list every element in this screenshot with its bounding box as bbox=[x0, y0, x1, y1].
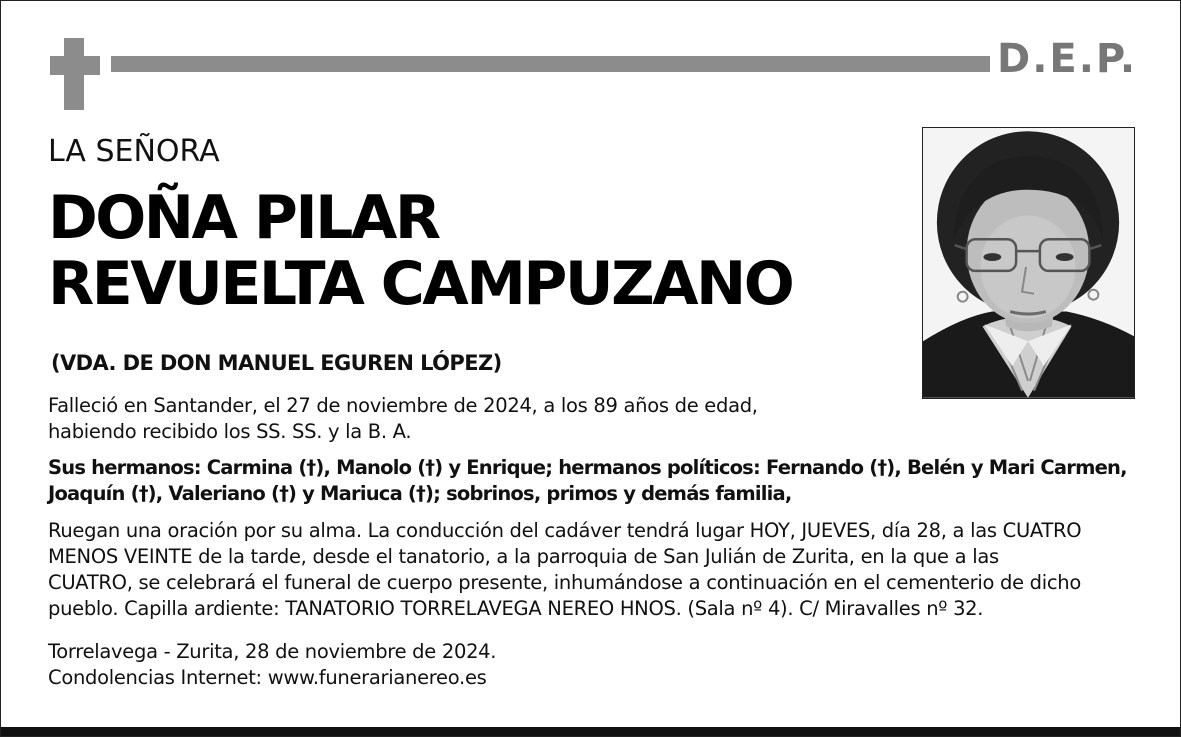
funeral-line3: CUATRO, se celebrará el funeral de cuerpo presente, inhumándose a continuación en el cementerio de dicho bbox=[48, 571, 1081, 594]
deceased-name-line2: REVUELTA CAMPUZANO bbox=[48, 249, 793, 319]
widow-note: (VDA. DE DON MANUEL EGUREN LÓPEZ) bbox=[51, 351, 502, 375]
dep-label: D.E.P. bbox=[997, 36, 1138, 82]
funeral-details bbox=[48, 518, 1081, 622]
deceased-name-line1: DOÑA PILAR bbox=[48, 183, 439, 253]
bottom-bar bbox=[1, 727, 1180, 736]
death-notice-line1: Falleció en Santander, el 27 de noviembre de 2024, a los 89 años de edad, bbox=[48, 394, 758, 417]
family-line2: Joaquín (†), Valeriano (†) y Mariuca (†); sobrinos, primos y demás familia, bbox=[48, 482, 792, 505]
condolences-link[interactable]: Condolencias Internet: www.funerarianereo.es bbox=[48, 666, 487, 689]
place-date: Torrelavega - Zurita, 28 de noviembre de 2024. bbox=[48, 640, 497, 663]
death-notice-line2: habiendo recibido los SS. SS. y la B. A. bbox=[48, 420, 412, 443]
death-notice bbox=[48, 393, 758, 445]
funeral-line2: MENOS VEINTE de la tarde, desde el tanatorio, a la parroquia de San Julián de Zurita, en la que a las bbox=[48, 545, 999, 568]
funeral-line4: pueblo. Capilla ardiente: TANATORIO TORRELAVEGA NEREO HNOS. (Sala nº 4). C/ Miravalles nº 32. bbox=[48, 597, 984, 620]
family-list bbox=[48, 455, 1127, 507]
header-rule bbox=[111, 56, 990, 72]
family-line1: Sus hermanos: Carmina (†), Manolo (†) y Enrique; hermanos políticos: Fernando (†), Belén y Mari Carmen, bbox=[48, 456, 1127, 479]
deceased-portrait bbox=[922, 127, 1135, 399]
latin-cross-icon bbox=[50, 38, 100, 110]
footer bbox=[48, 639, 496, 691]
funeral-line1: Ruegan una oración por su alma. La conducción del cadáver tendrá lugar HOY, JUEVES, día 28, a las CUATRO bbox=[48, 519, 1082, 542]
title-prefix: LA SEÑORA bbox=[48, 134, 220, 169]
deceased-name bbox=[48, 185, 792, 317]
